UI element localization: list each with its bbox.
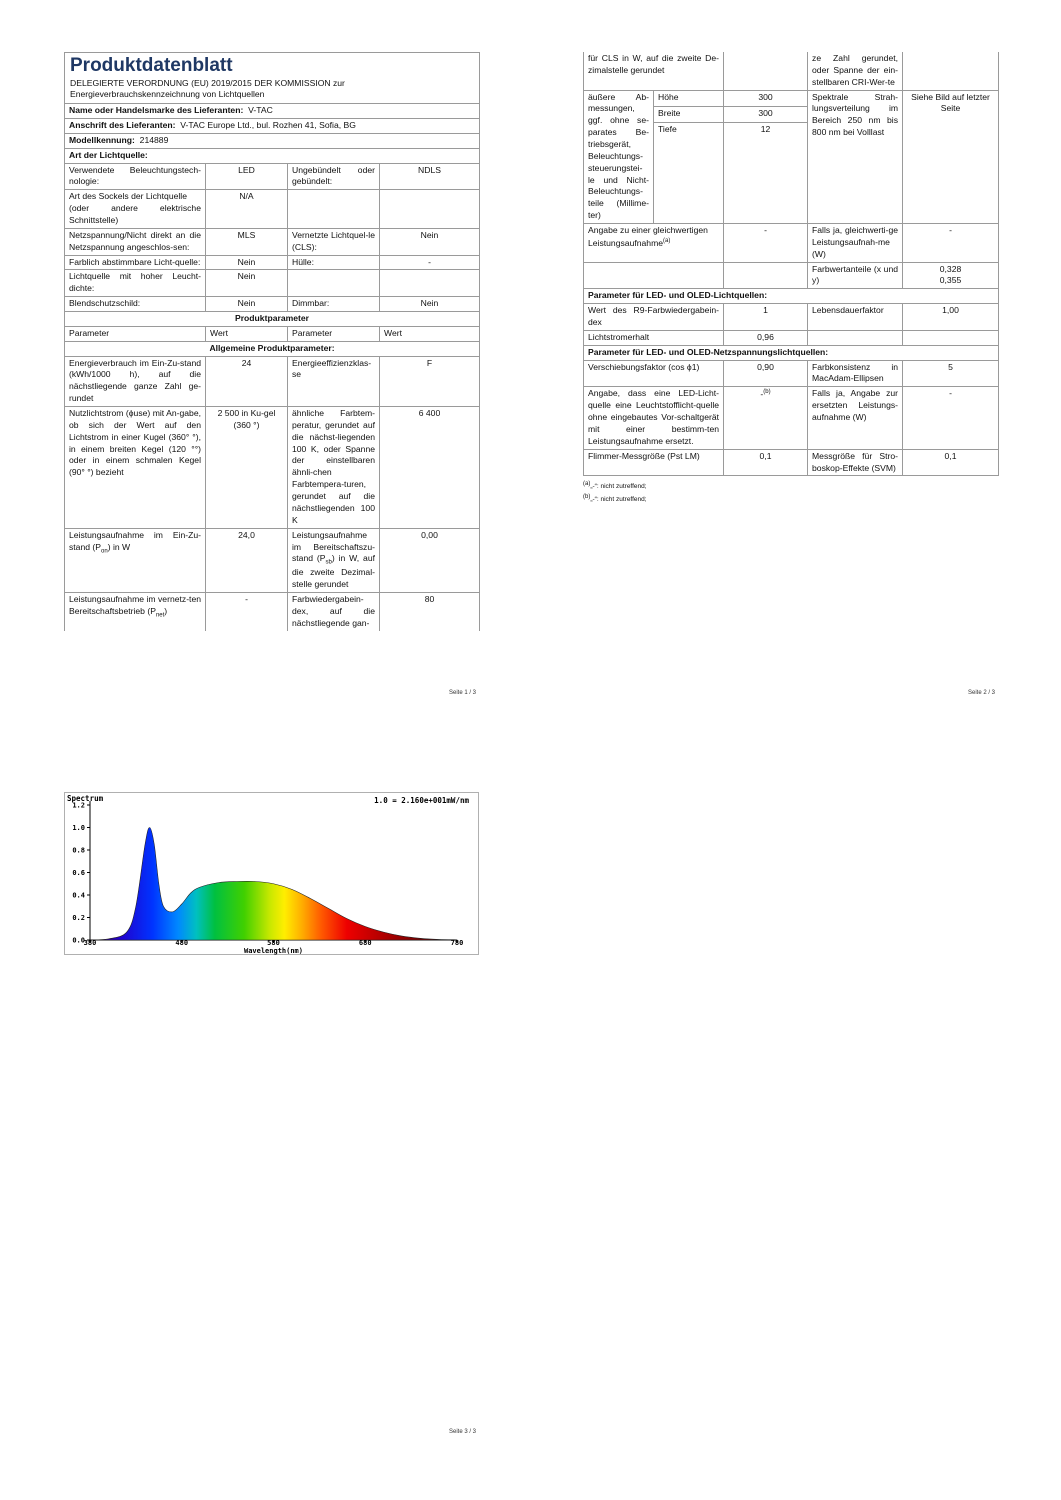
footnote-a bbox=[583, 480, 998, 493]
mains-params-heading: Parameter für LED- und OLED-Netzspannungslichtquellen: bbox=[584, 345, 999, 360]
general-params-heading: Allgemeine Produktparameter: bbox=[65, 341, 480, 356]
page-number: Seite 3 / 3 bbox=[449, 1429, 477, 1435]
spectral-distribution-label: Spektrale Strah-lungsverteilung im Bereich 250 nm bis 800 nm bei Volllast bbox=[808, 90, 903, 223]
survival-factor-value: 1,00 bbox=[903, 304, 999, 331]
cap-type-line1: Art des Sockels der Lichtquelle bbox=[69, 191, 187, 202]
cls-value: Nein bbox=[380, 228, 480, 255]
x-tick-label: 780 bbox=[450, 939, 464, 947]
mains-value: MLS bbox=[206, 228, 288, 255]
on-mode-power-text: Leistungsaufnahme im Ein-Zu-stand (P bbox=[69, 529, 201, 552]
empty-cell bbox=[903, 330, 999, 345]
empty-cell bbox=[584, 262, 724, 289]
dimmable-label: Dimmbar: bbox=[288, 297, 380, 312]
stroboscopic-value: 0,1 bbox=[903, 449, 999, 476]
equivalent-power-text: Angabe zu einer gleichwertigen Leistungsaufnahme bbox=[588, 225, 708, 248]
depth-label: Tiefe bbox=[654, 123, 724, 224]
cct-label: ähnliche Farbtem-peratur, gerundet auf die nächst-liegenden 100 K, oder Spanne der einstellbaren ähnli-chen Farbtempera-turen, gerundet auf die nächstliegenden 100 K bbox=[288, 407, 380, 529]
networked-standby-text: Leistungsaufnahme im vernetz-ten Bereitschaftsbetrieb (P bbox=[69, 594, 201, 616]
width-value: 300 bbox=[724, 106, 808, 122]
chromaticity-x: 0,328 bbox=[939, 263, 962, 274]
equivalent-power-value: - bbox=[724, 224, 808, 263]
replaced-power-value: - bbox=[903, 387, 999, 449]
chromaticity-value bbox=[903, 262, 999, 289]
datasheet-table-page-1 bbox=[64, 52, 480, 631]
page-1 bbox=[64, 52, 479, 631]
supplier-name: V-TAC bbox=[248, 105, 273, 116]
y-tick-label: 1.0 bbox=[72, 824, 85, 832]
footnote-b-text: „-“: nicht zutreffend; bbox=[590, 496, 647, 504]
supplier-name-label: Name oder Handelsmarke des Lieferanten: bbox=[69, 105, 244, 116]
footnote-b bbox=[583, 493, 998, 506]
lumen-maintenance-value: 0,96 bbox=[724, 330, 808, 345]
equivalent-power-label bbox=[584, 224, 724, 263]
model-row bbox=[65, 133, 480, 148]
led-params-heading: Parameter für LED- und OLED-Lichtquellen: bbox=[584, 289, 999, 304]
y-tick-label: 0.6 bbox=[72, 869, 85, 877]
empty-cell bbox=[380, 270, 480, 297]
technology-label: Verwendete Beleuchtungstech-nologie: bbox=[65, 163, 206, 190]
footnote-a-mark: (a) bbox=[583, 481, 591, 488]
cap-type-value: N/A bbox=[206, 190, 288, 229]
on-mode-power-label bbox=[65, 528, 206, 592]
dimmable-value: Nein bbox=[380, 297, 480, 312]
luminous-flux-value: 2 500 in Ku-gel (360 °) bbox=[206, 407, 288, 529]
footnotes bbox=[583, 480, 998, 505]
x-tick-label: 480 bbox=[175, 939, 189, 947]
fluorescent-replacement-value bbox=[724, 387, 808, 449]
on-mode-power-tail: ) in W bbox=[107, 541, 131, 552]
supplier-name-row bbox=[65, 104, 480, 119]
standby-power-tail: ) in W, auf die zweite Dezimal-stelle gerundet bbox=[292, 553, 375, 590]
header-cell bbox=[65, 53, 480, 104]
column-header-param: Parameter bbox=[65, 326, 206, 341]
flicker-value: 0,1 bbox=[724, 449, 808, 476]
cls-label: Vernetzte Lichtquel-le (CLS): bbox=[288, 228, 380, 255]
colour-consistency-value: 5 bbox=[903, 360, 999, 387]
chromaticity-y: 0,355 bbox=[939, 275, 962, 286]
x-tick-label: 380 bbox=[83, 939, 97, 947]
standby-power-sub: sb bbox=[325, 560, 332, 567]
footnote-b-mark: (b) bbox=[583, 493, 591, 500]
page-number: Seite 2 / 3 bbox=[968, 690, 996, 696]
r9-value: 1 bbox=[724, 304, 808, 331]
replaced-power-label: Falls ja, Angabe zur ersetzten Leistungs-aufnahme (W) bbox=[808, 387, 903, 449]
width-label: Breite bbox=[654, 106, 724, 122]
page-2 bbox=[583, 52, 998, 505]
empty-cell bbox=[288, 270, 380, 297]
chart-annotation: 1.0 = 2.160e+001mW/nm bbox=[374, 796, 469, 805]
y-tick-label: 0.4 bbox=[72, 891, 85, 900]
dimensions-label: äußere Ab-messungen, ggf. ohne se-parates Be-triebsgerät, Beleuchtungs-steuerungstei-le und Nicht-Beleuchtungs-teile (Millime-ter) bbox=[584, 90, 654, 223]
supplier-address: V-TAC Europe Ltd., bul. Rozhen 41, Sofia, BG bbox=[180, 120, 356, 130]
page-number: Seite 1 / 3 bbox=[449, 690, 477, 696]
directional-value: NDLS bbox=[380, 163, 480, 190]
envelope-value: - bbox=[380, 255, 480, 270]
page-title: Produktdatenblatt bbox=[70, 55, 233, 76]
height-label: Höhe bbox=[654, 90, 724, 106]
on-mode-power-sub: on bbox=[101, 548, 108, 555]
column-header-value: Wert bbox=[206, 326, 288, 341]
anti-glare-label: Blendschutzschild: bbox=[65, 297, 206, 312]
supplier-address-label: Anschrift des Lieferanten: bbox=[69, 120, 176, 130]
networked-standby-sub: net bbox=[155, 612, 165, 619]
empty-cell bbox=[724, 262, 808, 289]
chromaticity-label: Farbwertanteile (x und y) bbox=[808, 262, 903, 289]
anti-glare-value: Nein bbox=[206, 297, 288, 312]
equivalent-power-w-value: - bbox=[903, 224, 999, 263]
directional-label: Ungebündelt oder gebündelt: bbox=[288, 163, 380, 190]
stroboscopic-label: Messgröße für Stro-boskop-Effekte (SVM) bbox=[808, 449, 903, 476]
model-id: 214889 bbox=[139, 134, 169, 145]
tunable-label: Farblich abstimmbare Licht-quelle: bbox=[65, 255, 206, 270]
spectrum-chart bbox=[64, 792, 479, 955]
fluorescent-replacement-dash: - bbox=[760, 389, 764, 400]
footnote-a-text: „-“: nicht zutreffend; bbox=[590, 483, 647, 491]
column-header-value: Wert bbox=[380, 326, 480, 341]
lumen-maintenance-label: Lichtstromerhalt bbox=[584, 330, 724, 345]
height-value: 300 bbox=[724, 90, 808, 106]
cct-value: 6 400 bbox=[380, 407, 480, 529]
regulation-text: DELEGIERTE VERORDNUNG (EU) 2019/2015 DER KOMMISSION zur Energieverbrauchskennzeichnung von Lichtquellen bbox=[70, 77, 345, 99]
light-source-type-heading: Art der Lichtquelle: bbox=[65, 148, 480, 163]
on-mode-power-value: 24,0 bbox=[206, 528, 288, 592]
column-header-param: Parameter bbox=[288, 326, 380, 341]
energy-consumption-label: Energieverbrauch im Ein-Zu-stand (kWh/1000 h), auf die nächstliegende ganze Zahl ge-rundet bbox=[65, 356, 206, 406]
y-tick-label: 0.0 bbox=[72, 936, 85, 945]
cri-label: Farbwiedergabein-dex, auf die nächstliegende gan- bbox=[288, 593, 380, 631]
depth-value: 12 bbox=[724, 123, 808, 224]
cri-label-cont: ze Zahl gerundet, oder Spanne der ein-stellbaren CRI-Wer-te bbox=[808, 52, 903, 90]
luminous-flux-label: Nutzlichtstrom (ϕuse) mit An-gabe, ob sich der Wert auf den Lichtstrom in einer Kugel (360° °), in einem breiten Kegel (120 °°) oder in einem schmalen Kegel (90° °) bezieht bbox=[65, 407, 206, 529]
empty-cell bbox=[903, 52, 999, 90]
product-params-heading: Produktparameter bbox=[65, 312, 480, 327]
high-luminance-value: Nein bbox=[206, 270, 288, 297]
technology-value: LED bbox=[206, 163, 288, 190]
cri-value: 80 bbox=[380, 593, 480, 631]
cls-power-label: für CLS in W, auf die zweite De-zimalstelle gerundet bbox=[584, 52, 724, 90]
footnote-ref-b: (b) bbox=[763, 389, 771, 396]
networked-standby-tail: ) bbox=[164, 605, 168, 616]
high-luminance-label: Lichtquelle mit hoher Leucht-dichte: bbox=[65, 270, 206, 297]
x-tick-label: 680 bbox=[358, 939, 372, 947]
empty-cell bbox=[724, 52, 808, 90]
survival-factor-label: Lebensdauerfaktor bbox=[808, 304, 903, 331]
cap-type-line2: (oder andere elektrische Schnittstelle) bbox=[69, 203, 201, 226]
flicker-label: Flimmer-Messgröße (Pst LM) bbox=[584, 449, 724, 476]
y-tick-label: 0.2 bbox=[72, 914, 85, 922]
tunable-value: Nein bbox=[206, 255, 288, 270]
efficiency-class-value: F bbox=[380, 356, 480, 406]
energy-consumption-value: 24 bbox=[206, 356, 288, 406]
x-tick-label: 580 bbox=[267, 939, 280, 947]
fluorescent-replacement-label: Angabe, dass eine LED-Licht-quelle eine Leuchtstofflicht-quelle ohne eingebautes Vor-schaltgerät mit einer bestimm-ten Leistungsaufnahme ersetzt. bbox=[584, 387, 724, 449]
standby-power-text: Leistungsaufnahme im Bereitschaftszu-stand (P bbox=[292, 529, 375, 564]
cap-type-label bbox=[65, 190, 206, 229]
empty-cell bbox=[808, 330, 903, 345]
y-tick-label: 1.2 bbox=[72, 801, 85, 810]
spectral-distribution-value: Siehe Bild auf letzter Seite bbox=[903, 90, 999, 223]
empty-cell bbox=[380, 190, 480, 229]
y-tick-label: 0.8 bbox=[72, 846, 85, 855]
standby-power-label bbox=[288, 528, 380, 592]
footnote-ref-a: (a) bbox=[663, 237, 671, 244]
displacement-factor-label: Verschiebungsfaktor (cos ϕ1) bbox=[584, 360, 724, 387]
equivalent-power-w-label: Falls ja, gleichwerti-ge Leistungsaufnah-me (W) bbox=[808, 224, 903, 263]
efficiency-class-label: Energieeffizienzklas-se bbox=[288, 356, 380, 406]
colour-consistency-label: Farbkonsistenz in MacAdam-Ellipsen bbox=[808, 360, 903, 387]
datasheet-table-page-2 bbox=[583, 52, 999, 476]
networked-standby-label bbox=[65, 593, 206, 631]
networked-standby-value: - bbox=[206, 593, 288, 631]
standby-power-value: 0,00 bbox=[380, 528, 480, 592]
envelope-label: Hülle: bbox=[288, 255, 380, 270]
supplier-address-row bbox=[65, 119, 480, 134]
displacement-factor-value: 0,90 bbox=[724, 360, 808, 387]
empty-cell bbox=[288, 190, 380, 229]
mains-label: Netzspannung/Nicht direkt an die Netzspannung angeschlos-sen: bbox=[65, 228, 206, 255]
x-axis-label: Wavelength(nm) bbox=[243, 947, 304, 955]
model-label: Modellkennung: bbox=[69, 134, 135, 145]
chart-title: Spectrum bbox=[67, 794, 104, 803]
r9-label: Wert des R9-Farbwiedergabein-dex bbox=[584, 304, 724, 331]
